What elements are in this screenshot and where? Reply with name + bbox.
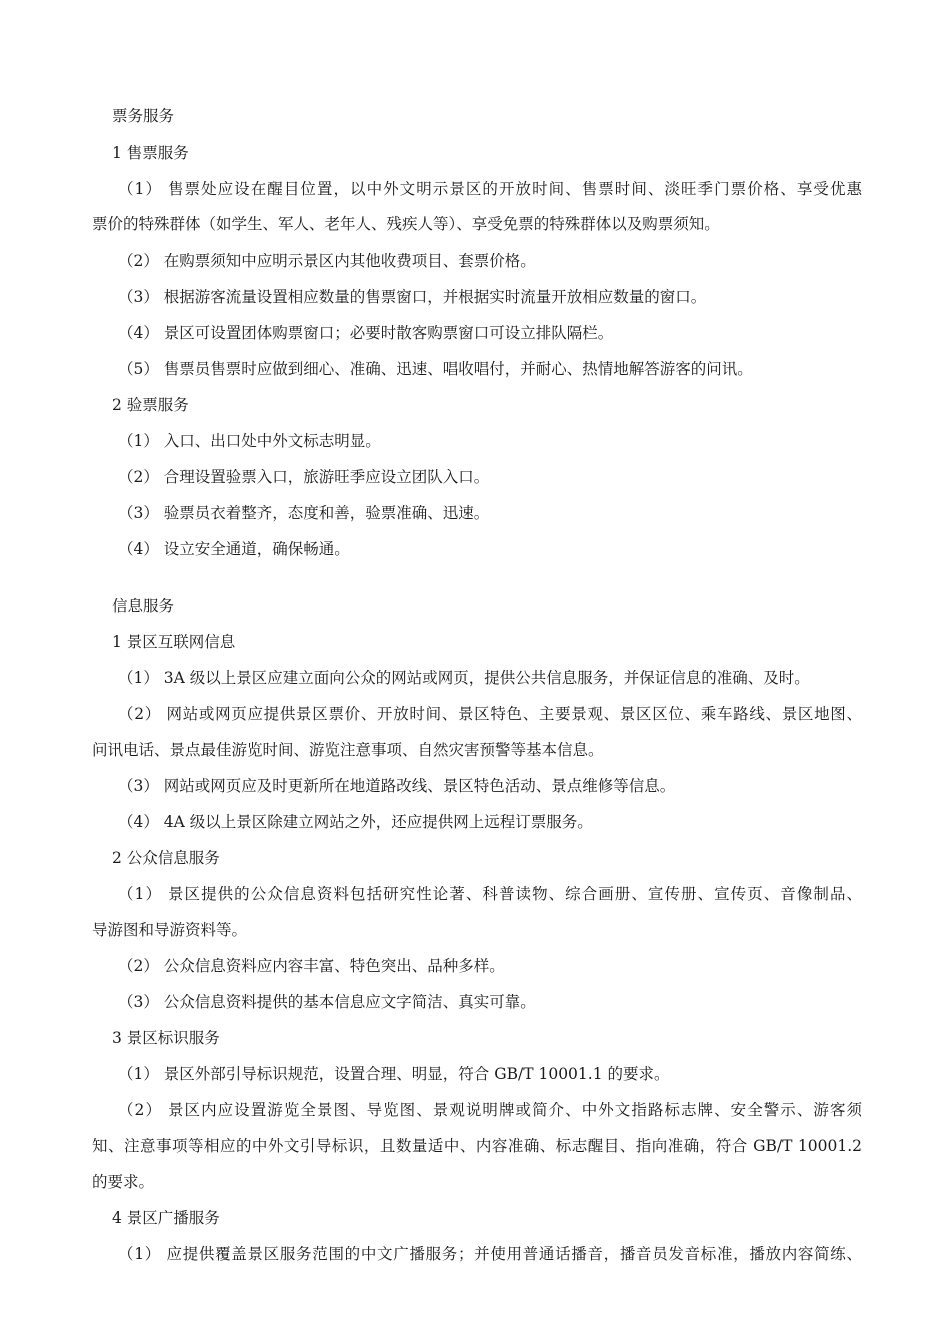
subsection-heading-internet-info: 1 景区互联网信息 xyxy=(112,633,236,651)
paragraph-line: 问讯电话、景点最佳游览时间、游览注意事项、自然灾害预警等基本信息。 xyxy=(92,741,604,759)
paragraph-line: （1） 3A 级以上景区应建立面向公众的网站或网页，提供公共信息服务，并保证信息的准确、及时。 xyxy=(118,669,810,687)
paragraph-line: （4） 设立安全通道，确保畅通。 xyxy=(118,540,350,558)
paragraph-line: （2） 景区内应设置游览全景图、导览图、景观说明牌或简介、中外文指路标志牌、安全警示、游客须 xyxy=(118,1101,862,1119)
paragraph-line: 知、注意事项等相应的中外文引导标识，且数量适中、内容准确、标志醒目、指向准确，符合 GB/T 10001.2 xyxy=(92,1137,862,1155)
subsection-heading-ticket-sales: 1 售票服务 xyxy=(112,144,189,162)
paragraph-line: 票价的特殊群体（如学生、军人、老年人、残疾人等）、享受免票的特殊群体以及购票须知。 xyxy=(92,215,720,233)
paragraph-line: （3） 公众信息资料提供的基本信息应文字简洁、真实可靠。 xyxy=(118,993,536,1011)
subsection-heading-broadcast: 4 景区广播服务 xyxy=(112,1209,220,1227)
paragraph-line: （4） 景区可设置团体购票窗口；必要时散客购票窗口可设立排队隔栏。 xyxy=(118,324,614,342)
section-heading-information: 信息服务 xyxy=(112,597,175,615)
paragraph-line: 导游图和导游资料等。 xyxy=(92,921,248,939)
paragraph-line: （1） 景区外部引导标识规范，设置合理、明显，符合 GB/T 10001.1 的要求。 xyxy=(118,1065,670,1083)
paragraph-line: 的要求。 xyxy=(92,1173,155,1191)
paragraph-line: （2） 公众信息资料应内容丰富、特色突出、品种多样。 xyxy=(118,957,505,975)
paragraph-line: （2） 网站或网页应提供景区票价、开放时间、景区特色、主要景观、景区区位、乘车路线、景区地图、 xyxy=(118,705,862,723)
paragraph-line: （1） 景区提供的公众信息资料包括研究性论著、科普读物、综合画册、宣传册、宣传页、音像制品、 xyxy=(118,885,862,903)
paragraph-line: （2） 在购票须知中应明示景区内其他收费项目、套票价格。 xyxy=(118,252,536,270)
subsection-heading-signage: 3 景区标识服务 xyxy=(112,1029,220,1047)
paragraph-line: （5） 售票员售票时应做到细心、准确、迅速、唱收唱付，并耐心、热情地解答游客的问讯。 xyxy=(118,360,753,378)
paragraph-line: （1） 应提供覆盖景区服务范围的中文广播服务；并使用普通话播音，播音员发音标准，播放内容简练、 xyxy=(118,1245,862,1263)
paragraph-line: （3） 根据游客流量设置相应数量的售票窗口，并根据实时流量开放相应数量的窗口。 xyxy=(118,288,707,306)
subsection-heading-public-info: 2 公众信息服务 xyxy=(112,849,220,867)
paragraph-line: （1） 售票处应设在醒目位置，以中外文明示景区的开放时间、售票时间、淡旺季门票价格、享受优惠 xyxy=(118,180,862,198)
section-heading-ticketing: 票务服务 xyxy=(112,107,175,125)
paragraph-line: （2） 合理设置验票入口，旅游旺季应设立团队入口。 xyxy=(118,468,490,486)
paragraph-line: （1） 入口、出口处中外文标志明显。 xyxy=(118,432,381,450)
paragraph-line: （4） 4A 级以上景区除建立网站之外，还应提供网上远程订票服务。 xyxy=(118,813,593,831)
paragraph-line: （3） 验票员衣着整齐，态度和善，验票准确、迅速。 xyxy=(118,504,490,522)
paragraph-line: （3） 网站或网页应及时更新所在地道路改线、景区特色活动、景点维修等信息。 xyxy=(118,777,676,795)
subsection-heading-ticket-check: 2 验票服务 xyxy=(112,396,189,414)
